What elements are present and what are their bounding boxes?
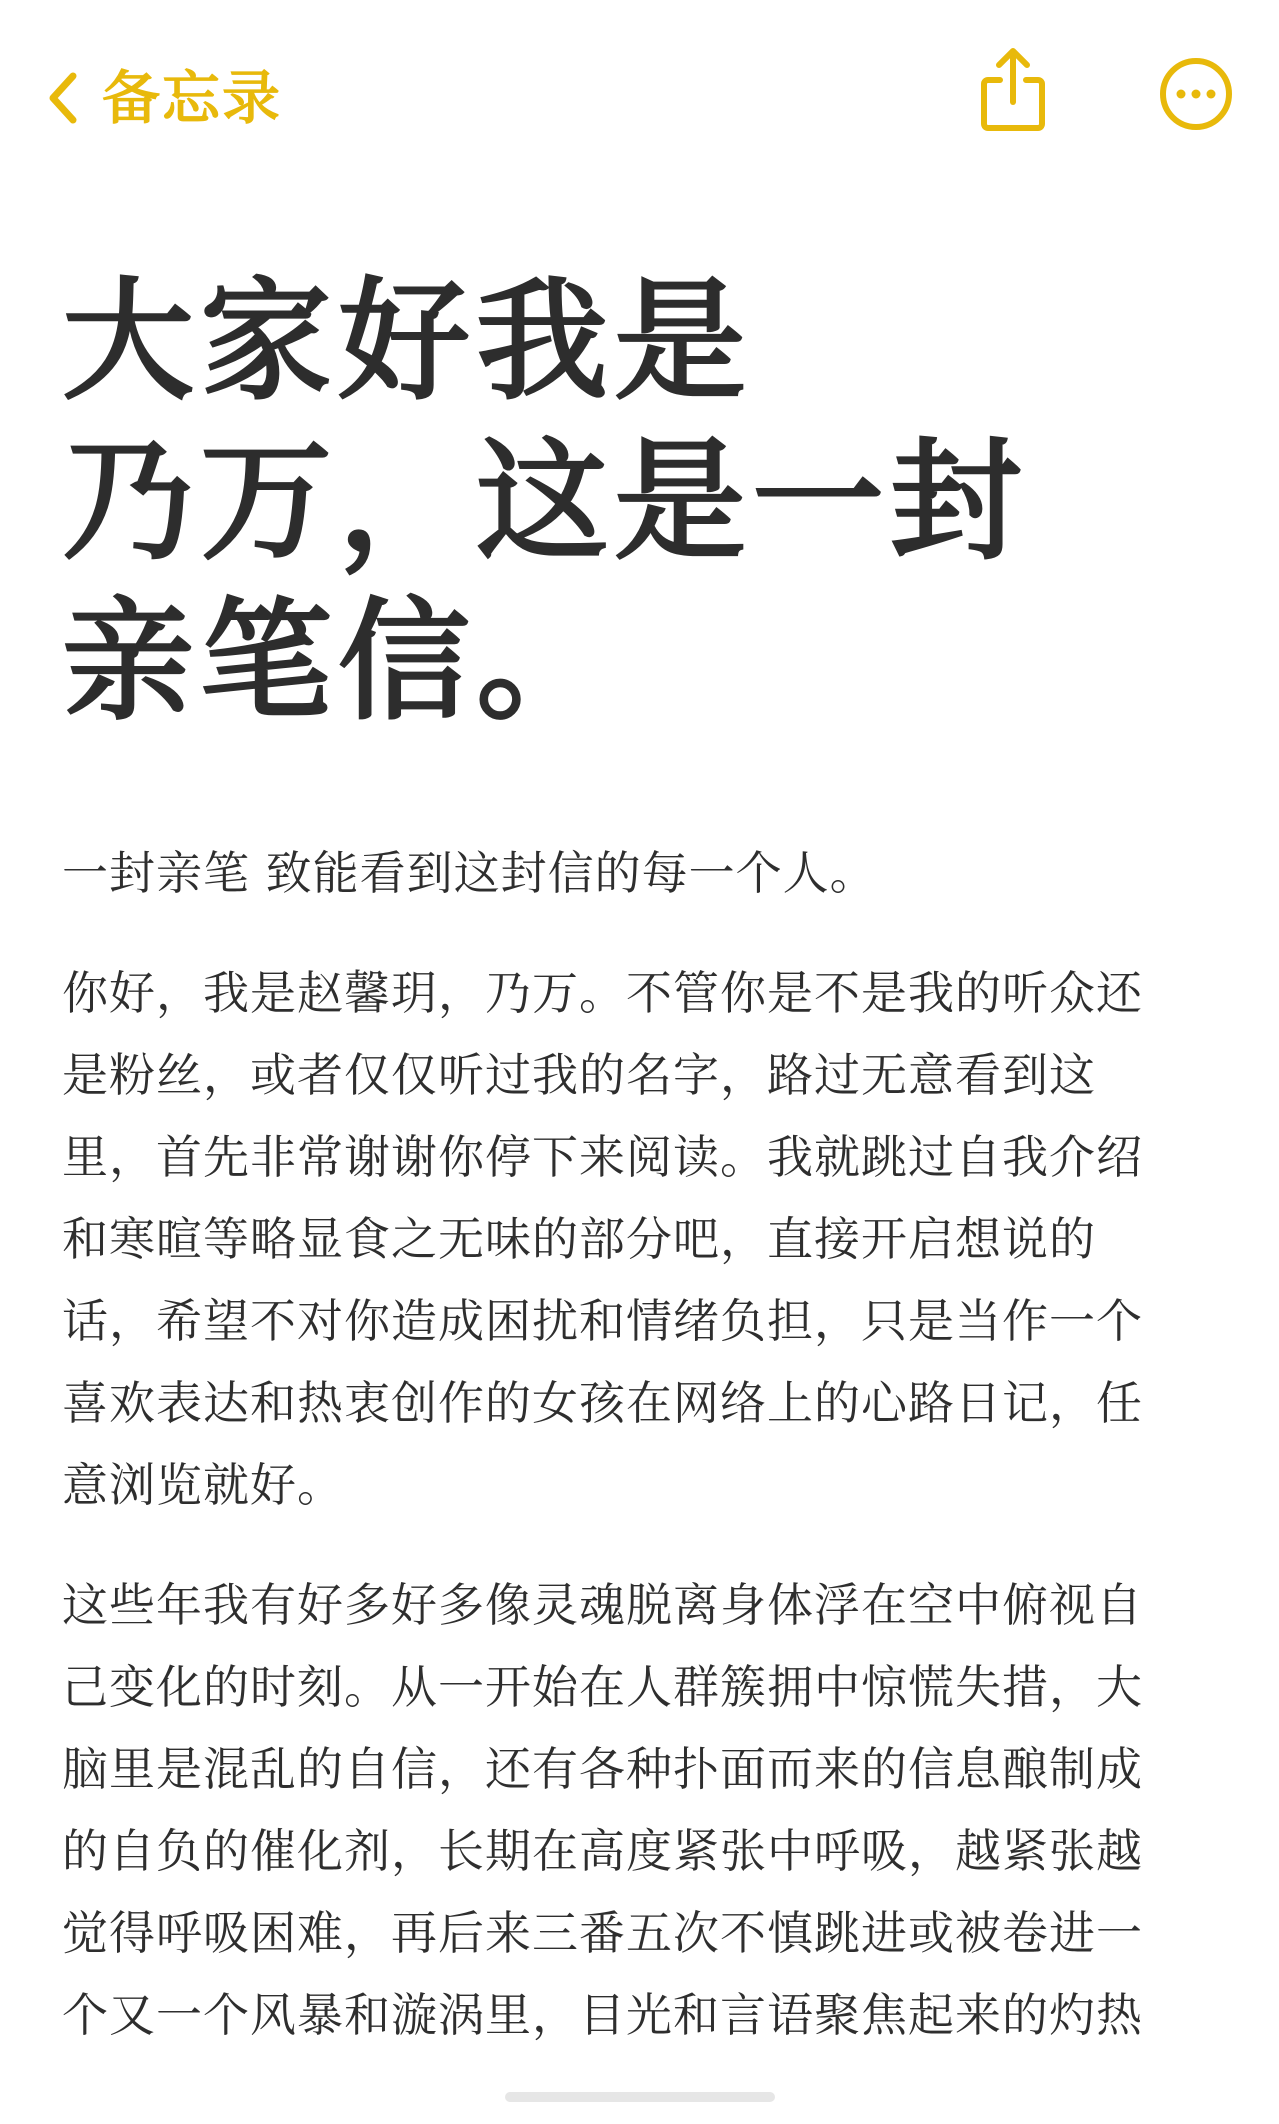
note-text-line: 是粉丝，或者仅仅听过我的名字，路过无意看到这 (62, 1048, 1096, 1102)
ellipsis-circle-icon (1158, 117, 1234, 136)
note-text-line: 喜欢表达和热衷创作的女孩在网络上的心路日记，任 (62, 1376, 1143, 1430)
note-text-line: 的自负的催化剂，长期在高度紧张中呼吸，越紧张越 (62, 1824, 1143, 1878)
note-paragraph (62, 1564, 1222, 2056)
home-indicator[interactable] (505, 2092, 775, 2102)
note-text-line: 觉得呼吸困难，再后来三番五次不慎跳进或被卷进一 (62, 1906, 1143, 1960)
note-body[interactable] (62, 832, 1222, 2056)
note-text-line: 话，希望不对你造成困扰和情绪负担，只是当作一个 (62, 1294, 1143, 1348)
paragraph-gap (62, 914, 1222, 952)
note-title (62, 262, 1062, 742)
note-title-line: 乃万，这是一封 (62, 425, 1028, 579)
note-paragraph (62, 832, 1222, 914)
note-title-line: 大家好我是 (62, 265, 752, 419)
note-title-line: 亲笔信。 (62, 585, 614, 739)
note-text-line: 己变化的时刻。从一开始在人群簇拥中惊慌失措，大 (62, 1660, 1143, 1714)
note-text-line: 个又一个风暴和漩涡里，目光和言语聚焦起来的灼热 (62, 1988, 1143, 2042)
navigation-bar (0, 0, 1279, 190)
note-text-line: 里，首先非常谢谢你停下来阅读。我就跳过自我介绍 (62, 1130, 1143, 1184)
note-text-line: 意浏览就好。 (62, 1458, 344, 1512)
note-text-line: 一封亲笔 致能看到这封信的每一个人。 (62, 846, 877, 900)
note-paragraph (62, 952, 1222, 1526)
note-text-line: 和寒暄等略显食之无味的部分吧，直接开启想说的 (62, 1212, 1096, 1266)
chevron-left-icon (40, 63, 84, 133)
back-label: 备忘录 (102, 64, 283, 132)
share-icon (978, 119, 1048, 138)
note-text-line: 这些年我有好多好多像灵魂脱离身体浮在空中俯视自 (62, 1578, 1143, 1632)
share-button[interactable] (978, 44, 1048, 134)
note-text-line: 你好，我是赵馨玥，乃万。不管你是不是我的听众还 (62, 966, 1143, 1020)
note-text-line: 脑里是混乱的自信，还有各种扑面而来的信息酿制成 (62, 1742, 1143, 1796)
paragraph-gap (62, 1526, 1222, 1564)
more-button[interactable] (1158, 56, 1234, 132)
back-button[interactable] (40, 58, 282, 138)
